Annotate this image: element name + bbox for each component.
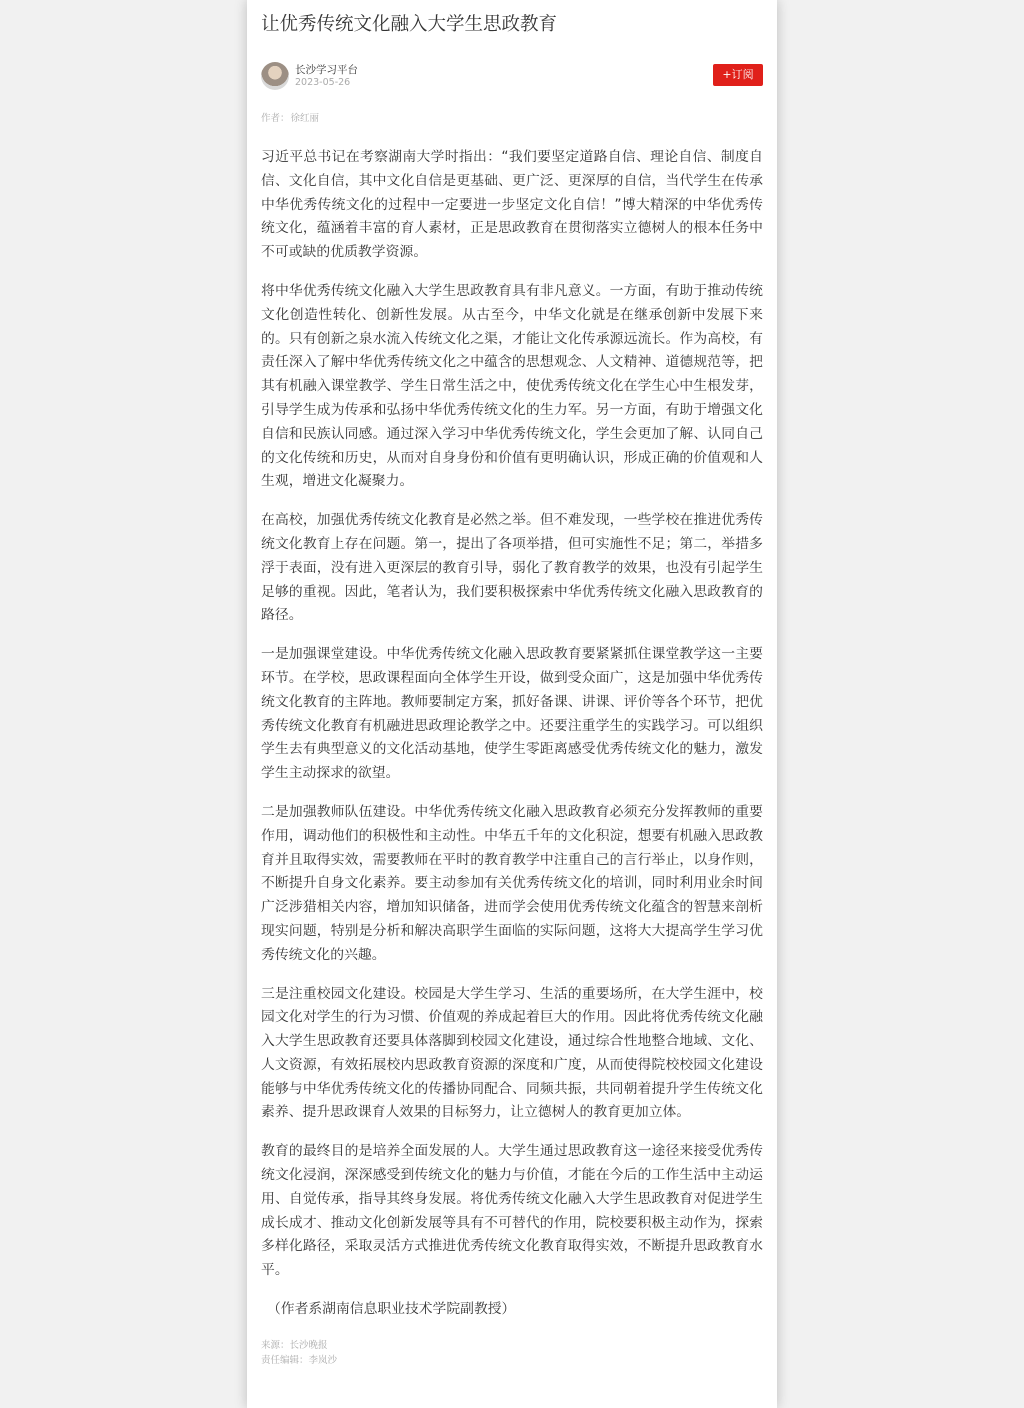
article-page: [247, 0, 777, 1408]
byline: [261, 110, 763, 124]
paragraph: 教育的最终目的是培养全面发展的人。大学生通过思政教育这一途径来接受优秀传统文化浸润，深深感受到传统文化的魅力与价值，才能在今后的工作生活中主动运用、自觉传承，指导其终身发展。将优秀传统文化融入大学生思政教育对促进学生成长成才、推动文化创新发展等具有不可替代的作用，院校要积极主动作为，探索多样化路径，采取灵活方式推进优秀传统文化教育取得实效，不断提升思政教育水平。: [261, 1143, 763, 1279]
author-label: 作者：: [261, 113, 290, 124]
paragraph: 一是加强课堂建设。中华优秀传统文化融入思政教育要紧紧抓住课堂教学这一主要环节。在学校，思政课程面向全体学生开设，做到受众面广，这是加强中华优秀传统文化教育的主阵地。教师要制定方案，抓好备课、讲课、评价等各个环节，把优秀传统文化教育有机融进思政理论教学之中。还要注重学生的实践学习。可以组织学生去有典型意义的文化活动基地，使学生零距离感受优秀传统文化的魅力，激发学生主动探求的欲望。: [261, 646, 763, 782]
article-footer: [261, 1338, 763, 1368]
article-title: 让优秀传统文化融入大学生思政教育: [261, 14, 558, 35]
subscribe-button[interactable]: +订阅: [713, 64, 763, 86]
editor-name: 李岚沙: [308, 1354, 338, 1366]
paragraph: 三是注重校园文化建设。校园是大学生学习、生活的重要场所，在大学生涯中，校园文化对学生的行为习惯、价值观的养成起着巨大的作用。因此将优秀传统文化融入大学生思政教育还要具体落脚到校园文化建设，通过综合性地整合地域、文化、人文资源，有效拓展校内思政教育资源的深度和广度，从而使得院校校园文化建设能够与中华优秀传统文化的传播协同配合、同频共振，共同朝着提升学生传统文化素养、提升思政课育人效果的目标努力，让立德树人的教育更加立体。: [261, 985, 763, 1121]
source-line: [261, 1338, 763, 1353]
publisher-bar: [261, 58, 763, 102]
paragraph: 二是加强教师队伍建设。中华优秀传统文化融入思政教育必须充分发挥教师的重要作用，调动他们的积极性和主动性。中华五千年的文化积淀，想要有机融入思政教育并且取得实效，需要教师在平时的教育教学中注重自己的言行举止，以身作则，不断提升自身文化素养。要主动参加有关优秀传统文化的培训，同时利用业余时间广泛涉猎相关内容，增加知识储备，进而学会使用优秀传统文化蕴含的智慧来剖析现实问题，特别是分析和解决高职学生面临的实际问题，这将大大提高学生学习优秀传统文化的兴趣。: [261, 803, 763, 963]
publish-date: 2023-05-26: [295, 77, 351, 88]
editor-label: 责任编辑：: [261, 1354, 309, 1366]
author-note: （作者系湖南信息职业技术学院副教授）: [267, 1301, 516, 1318]
source-label: 来源：: [261, 1339, 290, 1351]
editor-line: [261, 1353, 763, 1368]
publisher-name[interactable]: 长沙学习平台: [295, 64, 358, 76]
avatar[interactable]: [261, 62, 289, 90]
author-name: 徐红丽: [290, 113, 320, 124]
paragraph: 在高校，加强优秀传统文化教育是必然之举。但不难发现，一些学校在推进优秀传统文化教育上存在问题。第一，提出了各项举措，但可实施性不足；第二，举措多浮于表面，没有进入更深层的教育引导，弱化了教育教学的效果，也没有引起学生足够的重视。因此，笔者认为，我们要积极探索中华优秀传统文化融入思政教育的路径。: [261, 512, 763, 624]
paragraph: 将中华优秀传统文化融入大学生思政教育具有非凡意义。一方面，有助于推动传统文化创造性转化、创新性发展。从古至今，中华文化就是在继承创新中发展下来的。只有创新之泉水流入传统文化之渠，才能让文化传承源远流长。作为高校，有责任深入了解中华优秀传统文化之中蕴含的思想观念、人文精神、道德规范等，把其有机融入课堂教学、学生日常生活之中，使优秀传统文化在学生心中生根发芽，引导学生成为传承和弘扬中华优秀传统文化的生力军。另一方面，有助于增强文化自信和民族认同感。通过深入学习中华优秀传统文化，学生会更加了解、认同自己的文化传统和历史，从而对自身身份和价值有更明确认识，形成正确的价值观和人生观，增进文化凝聚力。: [261, 282, 763, 490]
article-body: [261, 146, 763, 1322]
paragraph: 习近平总书记在考察湖南大学时指出：“我们要坚定道路自信、理论自信、制度自信、文化自信，其中文化自信是更基础、更广泛、更深厚的自信，当代学生在传承中华优秀传统文化的过程中一定要进一步坚定文化自信！”博大精深的中华优秀传统文化，蕴涵着丰富的育人素材，正是思政教育在贯彻落实立德树人的根本任务中不可或缺的优质教学资源。: [261, 149, 763, 261]
source-name: 长沙晚报: [289, 1339, 328, 1351]
